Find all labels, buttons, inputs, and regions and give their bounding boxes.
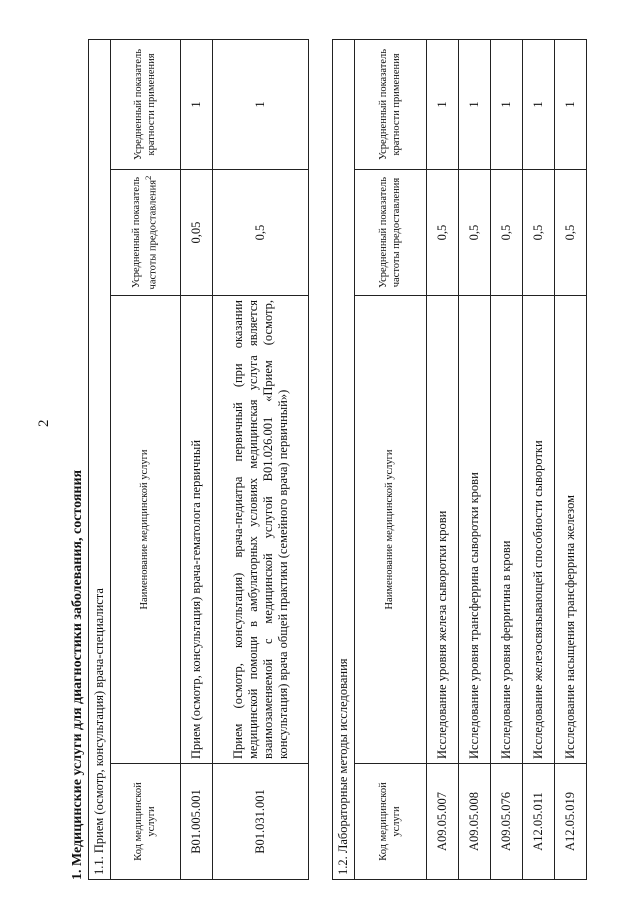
table-doctor-consultation bbox=[88, 39, 309, 880]
frequency-value: 0,05 bbox=[181, 170, 213, 296]
section-heading: 1. Медицинские услуги для диагностики заболевания, состояния bbox=[70, 469, 85, 880]
header-name: Наименование медицинской услуги bbox=[111, 296, 181, 764]
table-caption: 1.1. Прием (осмотр, консультация) врача-специалиста bbox=[89, 39, 111, 879]
service-code: B01.005.001 bbox=[181, 764, 213, 880]
rotated-content bbox=[70, 40, 630, 880]
multiplicity-value: 1 bbox=[427, 39, 459, 169]
header-freq: Усредненный показатель частоты предоставления bbox=[355, 170, 427, 296]
service-name: Исследование железосвязывающей способности сыворотки bbox=[523, 296, 555, 764]
multiplicity-value: 1 bbox=[213, 39, 309, 169]
footnote-marker: 2 bbox=[143, 175, 154, 180]
service-name: Исследование насыщения трансферрина железом bbox=[555, 296, 587, 764]
service-name: Исследование уровня трансферрина сыворотки крови bbox=[459, 296, 491, 764]
table-row bbox=[555, 39, 587, 879]
table-row bbox=[523, 39, 555, 879]
service-name: Прием (осмотр, консультация) врача-гематолога первичный bbox=[181, 296, 213, 764]
table-row bbox=[213, 39, 309, 879]
table-caption: 1.2. Лабораторные методы исследования bbox=[333, 39, 355, 879]
service-code: A09.05.076 bbox=[491, 764, 523, 880]
header-mult: Усредненный показатель кратности применения bbox=[355, 39, 427, 169]
table-row bbox=[491, 39, 523, 879]
frequency-value: 0,5 bbox=[459, 170, 491, 296]
frequency-value: 0,5 bbox=[555, 170, 587, 296]
header-code: Код медицинской услуги bbox=[355, 764, 427, 880]
header-freq bbox=[111, 170, 181, 296]
multiplicity-value: 1 bbox=[181, 39, 213, 169]
service-code: A09.05.008 bbox=[459, 764, 491, 880]
service-name: Прием (осмотр, консультация) врача-педиатра первичный (при оказании медицинской помощи в амбулаторных условиях медицинская услуга является взаимозаменяемой с медицинской услугой B01.026.001 «Прием (осмотр, консультация) врача общей практики (семейного врача) первичный») bbox=[213, 296, 309, 764]
service-code: A12.05.011 bbox=[523, 764, 555, 880]
frequency-value: 0,5 bbox=[213, 170, 309, 296]
service-name: Исследование уровня ферритина в крови bbox=[491, 296, 523, 764]
table-row bbox=[181, 39, 213, 879]
table-row bbox=[427, 39, 459, 879]
header-mult: Усредненный показатель кратности применения bbox=[111, 39, 181, 169]
frequency-value: 0,5 bbox=[491, 170, 523, 296]
multiplicity-value: 1 bbox=[555, 39, 587, 169]
multiplicity-value: 1 bbox=[523, 39, 555, 169]
frequency-value: 0,5 bbox=[427, 170, 459, 296]
multiplicity-value: 1 bbox=[459, 39, 491, 169]
service-code: A09.05.007 bbox=[427, 764, 459, 880]
multiplicity-value: 1 bbox=[491, 39, 523, 169]
table-row bbox=[459, 39, 491, 879]
frequency-value: 0,5 bbox=[523, 170, 555, 296]
page-number: 2 bbox=[36, 419, 52, 427]
header-code: Код медицинской услуги bbox=[111, 764, 181, 880]
header-name: Наименование медицинской услуги bbox=[355, 296, 427, 764]
service-code: A12.05.019 bbox=[555, 764, 587, 880]
service-name: Исследование уровня железа сыворотки крови bbox=[427, 296, 459, 764]
table-laboratory-methods bbox=[332, 39, 587, 880]
service-code: B01.031.001 bbox=[213, 764, 309, 880]
header-freq-text: Усредненный показатель частоты предоставления bbox=[131, 176, 159, 290]
